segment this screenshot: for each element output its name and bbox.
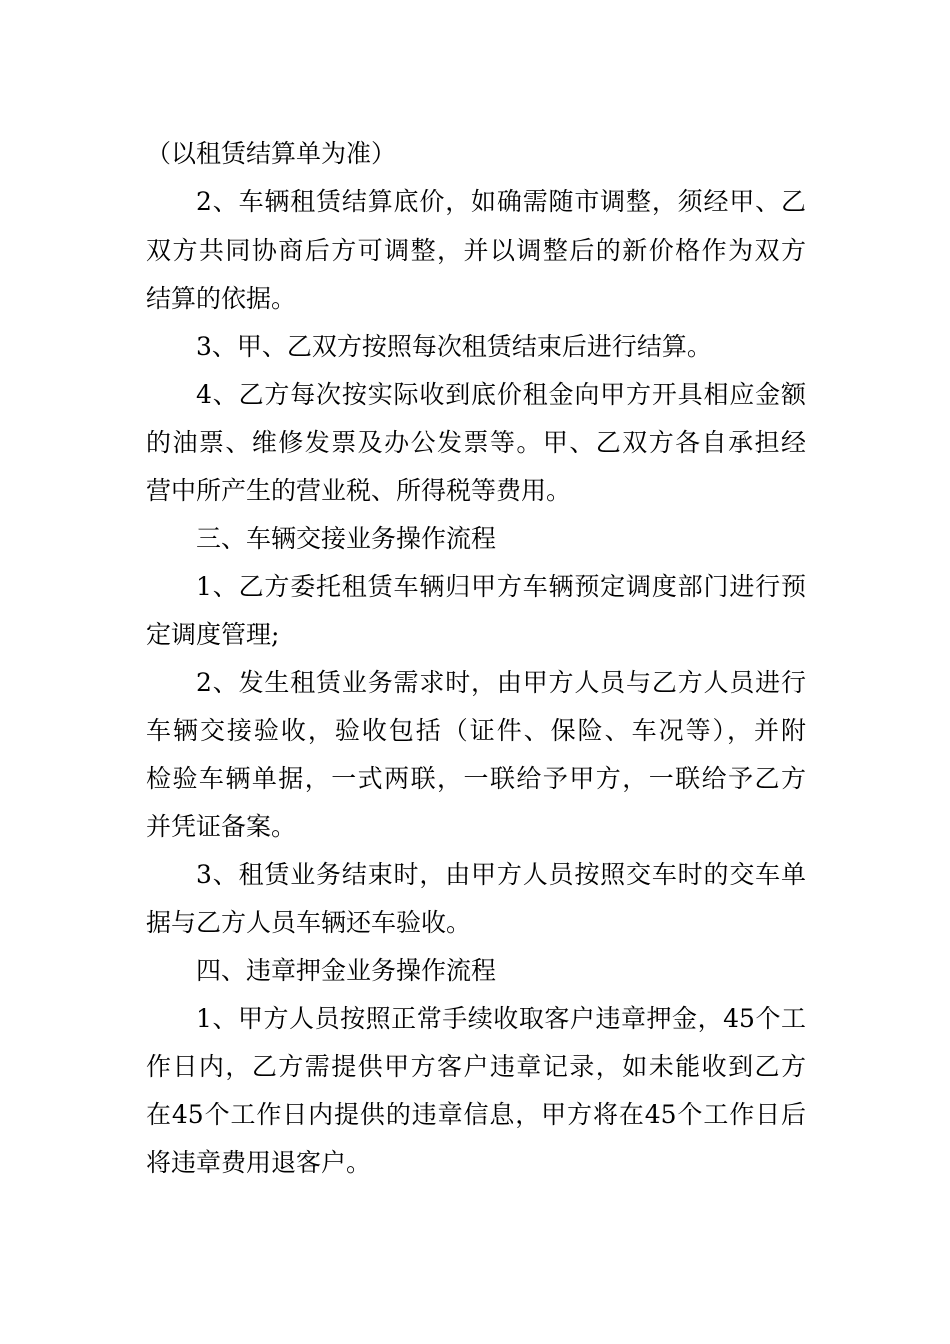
text-line: 1、甲方人员按照正常手续收取客户违章押金，45个工: [196, 1004, 806, 1033]
text-line: 的油票、维修发票及办公发票等。甲、乙双方各自承担经: [146, 428, 806, 457]
text-line: 定调度管理;: [146, 620, 280, 649]
text-line: 作日内，乙方需提供甲方客户违章记录，如未能收到乙方: [146, 1052, 806, 1081]
text-line: 2、发生租赁业务需求时，由甲方人员与乙方人员进行: [196, 668, 806, 697]
text-line: 在45个工作日内提供的违章信息，甲方将在45个工作日后: [146, 1100, 806, 1129]
text-line: 2、车辆租赁结算底价，如确需随市调整，须经甲、乙: [196, 187, 806, 216]
text-line: 3、甲、乙双方按照每次租赁结束后进行结算。: [196, 332, 712, 361]
text-line: 双方共同协商后方可调整，并以调整后的新价格作为双方: [146, 236, 806, 265]
text-line: 并凭证备案。: [146, 812, 297, 841]
section-heading: 四、违章押金业务操作流程: [196, 956, 497, 985]
text-line: 3、租赁业务结束时，由甲方人员按照交车时的交车单: [196, 860, 806, 889]
text-line: 车辆交接验收，验收包括（证件、保险、车况等），并附: [146, 716, 806, 745]
text-line: 4、乙方每次按实际收到底价租金向甲方开具相应金额: [196, 380, 806, 409]
text-line: 检验车辆单据，一式两联，一联给予甲方，一联给予乙方: [146, 764, 806, 793]
text-line: 营中所产生的营业税、所得税等费用。: [146, 476, 572, 505]
text-line: 将违章费用退客户。: [146, 1148, 372, 1177]
text-line: （以租赁结算单为准）: [146, 139, 397, 168]
section-heading: 三、车辆交接业务操作流程: [196, 524, 497, 553]
text-line: 据与乙方人员车辆还车验收。: [146, 908, 472, 937]
text-line: 结算的依据。: [146, 284, 297, 313]
text-line: 1、乙方委托租赁车辆归甲方车辆预定调度部门进行预: [196, 572, 806, 601]
